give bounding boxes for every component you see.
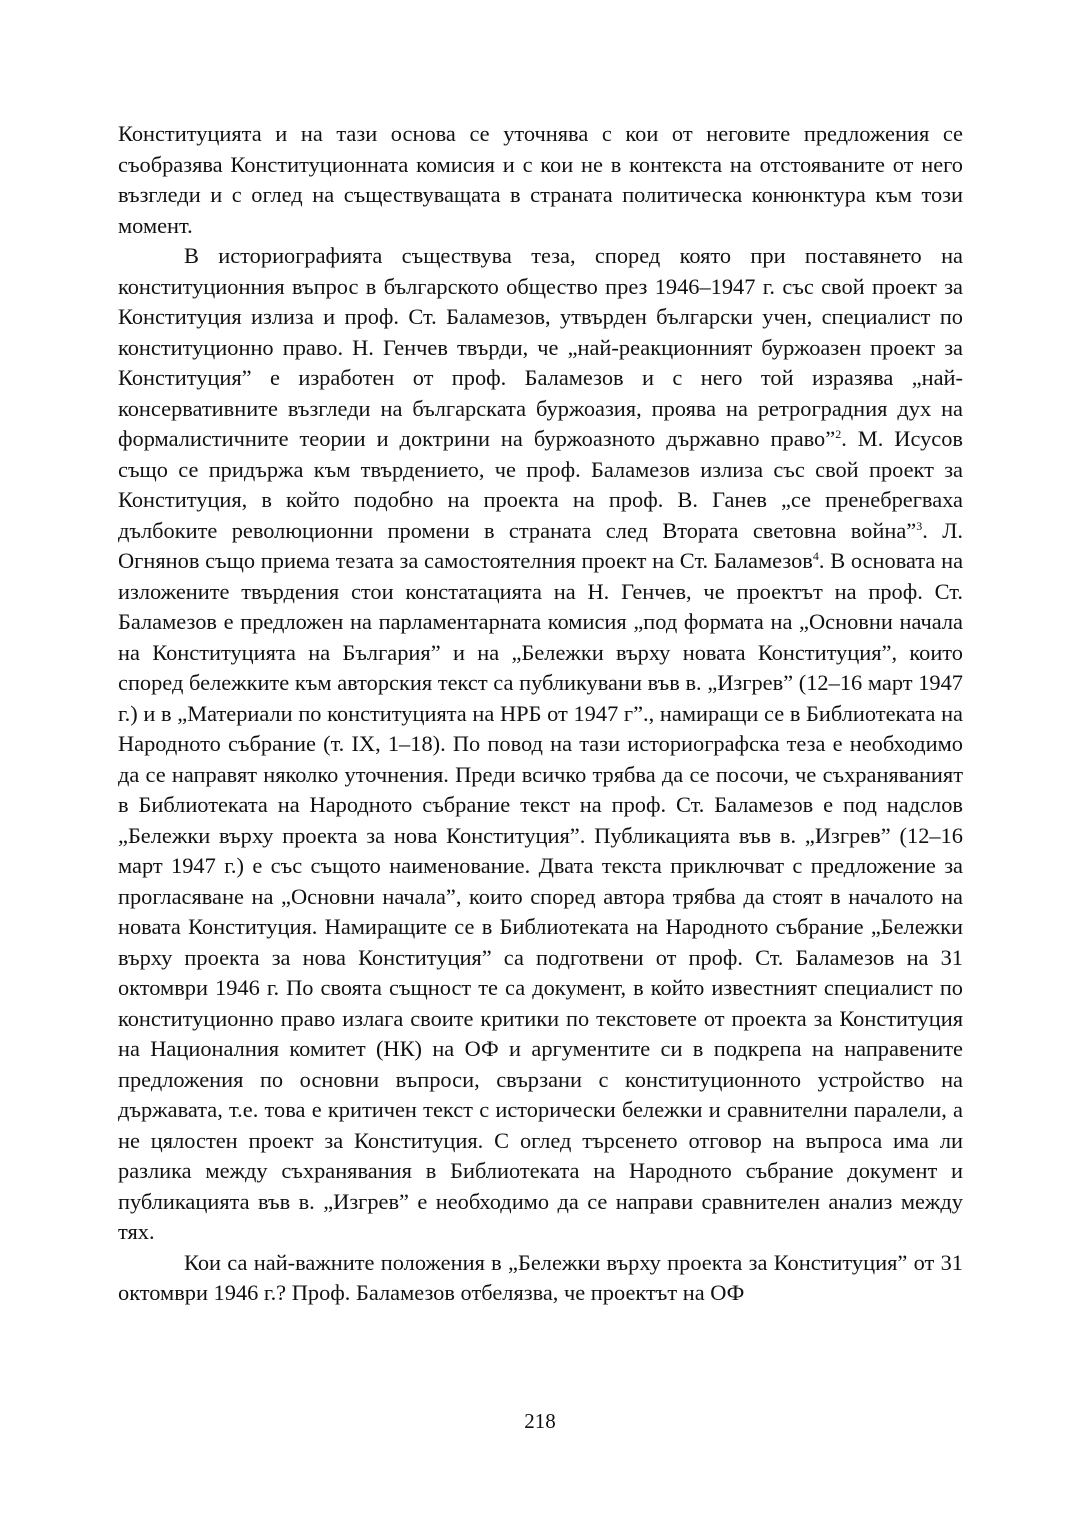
footnote-ref-3: 3	[916, 518, 923, 533]
page-number: 218	[524, 1409, 556, 1433]
paragraph-2-part-2: . М. Исусов също се придържа към твърдението, че проф. Баламезов излиза със свой проект за Конституция, в който подобно на проекта на проф. В. Ганев „се пренебрегваха дълбоките революционни промени в страната след Втората световна война”	[118, 426, 964, 543]
paragraph-3: Кои са най-важните положения в „Бележки върху проекта за Конституция” от 31 октомври 1946 г.? Проф. Баламезов отбелязва, че проектът на ОФ	[118, 1249, 963, 1305]
paragraph-2	[118, 241, 963, 1248]
paragraph-2-part-3: . Л. Огнянов също приема тезата за самостоятелния проект на Ст. Баламезов	[118, 517, 963, 573]
paragraph-2-part-4: . В основата на изложените твърдения стои констатацията на Н. Генчев, че проектът на проф. Ст. Баламезов е предложен на парламентарната комисия „под формата на „Основни начала на Конституцията на България” и на „Бележки върху новата Конституция”, които според бележките към авторския текст са публикувани във в. „Изгрев” (12–16 март 1947 г.) и в „Материали по конституцията на НРБ от 1947 г”., намиращи се в Библиотеката на Народното събрание (т. IX, 1–18). По повод на тази историографска теза е необходимо да се направят няколко уточнения. Преди всичко трябва да се посочи, че съхраняваният в Библиотеката на Народното събрание текст на проф. Ст. Баламезов е под надслов „Бележки върху проекта за нова Конституция”. Публикацията във в. „Изгрев” (12–16 март 1947 г.) е със същото наименование. Двата текста приключват с предложение за прогласяване на „Основни начала”, които според автора трябва да стоят в началото на новата Конституция. Намиращите се в Библиотеката на Народното събрание „Бележки върху проекта за нова Конституция” са подготвени от проф. Ст. Баламезов на 31 октомври 1946 г. По своята същност те са документ, в който известният специалист по конституционно право излага своите критики по текстовете от проекта за Конституция на Националния комитет (НК) на ОФ и аргументите си в подкрепа на направените предложения по основни въпроси, свързани с конституционното устройство на държавата, т.е. това е критичен текст с исторически бележки и сравнителни паралели, а не цялостен проект за Конституция. С оглед търсенето отговор на въпроса има ли разлика между съхранявания в Библиотеката на Народното събрание документ и публикацията във в. „Изгрев” е необходимо да се направи сравнителен анализ между тях.	[118, 548, 964, 1244]
footnote-ref-4: 4	[812, 549, 819, 563]
footnote-ref-2: 2	[835, 427, 842, 441]
page-body	[118, 119, 963, 1309]
paragraph-2-part-1: В историографията съществува теза, според която при поставянето на конституционния въпрос в българското общество през 1946–1947 г. със свой проект за Конституция излиза и проф. Ст. Баламезов, утвърден български учен, специалист по конституционно право. Н. Генчев твърди, че „най-реакционният буржоазен проект за Конституция” е изработен от проф. Баламезов и с него той изразява „най-консервативните възгледи на българската буржоазия, проява на ретроградния дух на формалистичните теории и доктрини на буржоазното държавно право”	[118, 243, 963, 451]
paragraph-1: Конституцията и на тази основа се уточнява с кои от неговите предложения се съобразява Конституционната комисия и с кои не в контекста на отстояваните от него възгледи и с оглед на съществуващата в страната политическа конюнктура към този момент.	[118, 121, 963, 238]
